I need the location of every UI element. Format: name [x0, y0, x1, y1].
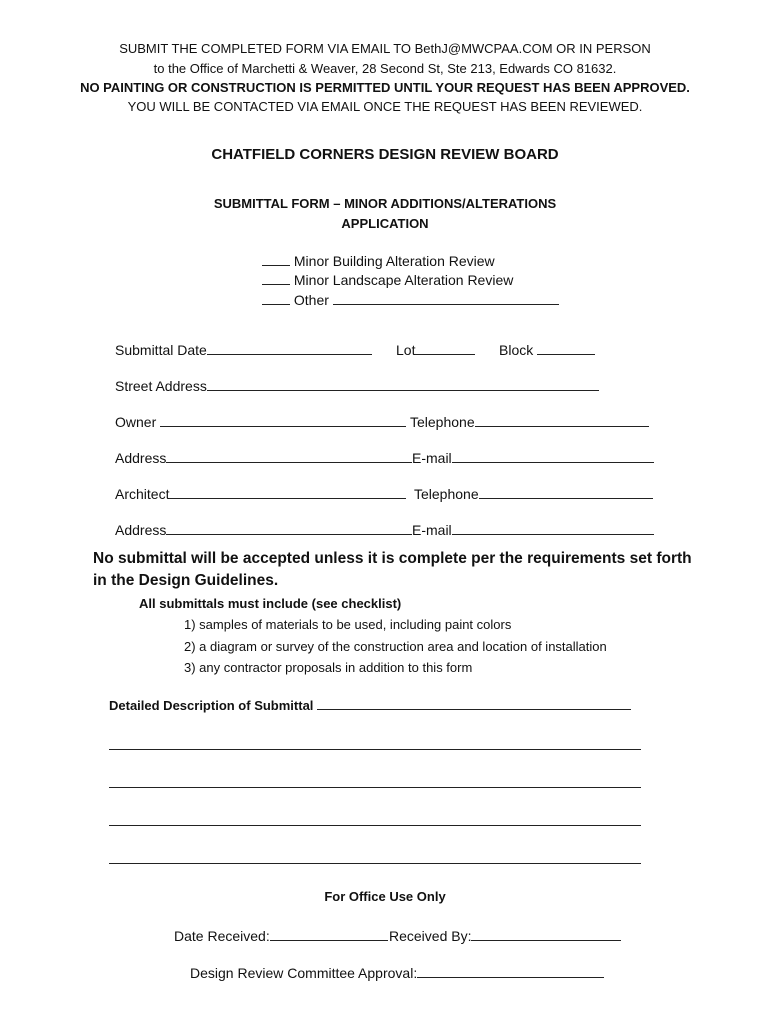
street-address-label: Street Address: [115, 378, 207, 394]
owner-telephone-input[interactable]: [475, 413, 649, 427]
submittal-date-input[interactable]: [207, 341, 372, 355]
header-line-4: YOU WILL BE CONTACTED VIA EMAIL ONCE THE REQUEST HAS BEEN REVIEWED.: [127, 99, 643, 114]
checklist-item: 1) samples of materials to be used, including paint colors: [184, 617, 512, 632]
option-label: Other: [293, 292, 329, 308]
description-label: Detailed Description of Submittal: [109, 698, 314, 713]
owner-address-field[interactable]: [115, 449, 412, 466]
architect-telephone-label: Telephone: [414, 486, 479, 502]
description-line[interactable]: [109, 863, 641, 864]
date-received-input[interactable]: [270, 927, 388, 941]
option-label: Minor Building Alteration Review: [293, 253, 495, 269]
approval-field[interactable]: [190, 964, 604, 981]
architect-telephone-input[interactable]: [479, 485, 653, 499]
owner-email-field[interactable]: [412, 449, 654, 466]
received-by-label: Received By:: [389, 928, 472, 944]
notice-line-1: No submittal will be accepted unless it is complete per the requirements set forth: [93, 550, 692, 567]
option-blank[interactable]: [262, 292, 290, 305]
received-by-field[interactable]: [389, 927, 621, 944]
owner-field[interactable]: [115, 413, 406, 430]
option-landscape-review[interactable]: [262, 272, 513, 288]
page-title: CHATFIELD CORNERS DESIGN REVIEW BOARD: [211, 146, 559, 163]
architect-address-field[interactable]: [115, 521, 412, 538]
description-line[interactable]: [109, 749, 641, 750]
checklist-heading: All submittals must include (see checklist): [139, 596, 402, 611]
block-field[interactable]: [499, 341, 595, 358]
owner-email-input[interactable]: [452, 449, 654, 463]
owner-input[interactable]: [160, 413, 406, 427]
description-line[interactable]: [109, 825, 641, 826]
received-by-input[interactable]: [471, 927, 621, 941]
option-blank[interactable]: [262, 272, 290, 285]
owner-address-label: Address: [115, 450, 167, 466]
architect-field[interactable]: [115, 485, 406, 502]
submittal-date-label: Submittal Date: [115, 342, 207, 358]
architect-label: Architect: [115, 486, 170, 502]
office-use-heading: For Office Use Only: [324, 889, 446, 904]
date-received-label: Date Received:: [174, 928, 270, 944]
lot-field[interactable]: [396, 341, 475, 358]
owner-email-label: E-mail: [412, 450, 452, 466]
description-line[interactable]: [109, 787, 641, 788]
approval-input[interactable]: [417, 964, 604, 978]
street-address-input[interactable]: [207, 377, 599, 391]
architect-input[interactable]: [169, 485, 406, 499]
other-input[interactable]: [333, 292, 559, 305]
form-subtitle: SUBMITTAL FORM – MINOR ADDITIONS/ALTERATIONS: [213, 196, 557, 211]
approval-label: Design Review Committee Approval:: [190, 965, 418, 981]
lot-label: Lot: [396, 342, 416, 358]
notice-line-2: in the Design Guidelines.: [93, 572, 279, 589]
owner-label: Owner: [115, 414, 157, 430]
owner-address-input[interactable]: [166, 449, 412, 463]
checklist-item: 2) a diagram or survey of the construction area and location of installation: [184, 639, 607, 654]
architect-email-label: E-mail: [412, 522, 452, 538]
architect-telephone-field[interactable]: [414, 485, 653, 502]
option-other[interactable]: [262, 292, 559, 308]
header-line-1: SUBMIT THE COMPLETED FORM VIA EMAIL TO BethJ@MWCPAA.COM OR IN PERSON: [119, 41, 651, 56]
date-received-field[interactable]: [174, 927, 388, 944]
owner-telephone-field[interactable]: [410, 413, 649, 430]
architect-email-field[interactable]: [412, 521, 654, 538]
submittal-date-field[interactable]: [115, 341, 372, 358]
block-input[interactable]: [537, 341, 595, 355]
header-line-2: to the Office of Marchetti & Weaver, 28 Second St, Ste 213, Edwards CO 81632.: [153, 61, 617, 76]
header-warning: NO PAINTING OR CONSTRUCTION IS PERMITTED UNTIL YOUR REQUEST HAS BEEN APPROVED.: [80, 80, 690, 95]
option-label: Minor Landscape Alteration Review: [293, 272, 514, 288]
option-building-review[interactable]: [262, 253, 495, 269]
architect-address-label: Address: [115, 522, 167, 538]
description-input[interactable]: [317, 697, 631, 710]
architect-email-input[interactable]: [452, 521, 654, 535]
description-field[interactable]: [109, 697, 631, 713]
checklist-item: 3) any contractor proposals in addition to this form: [184, 660, 473, 675]
block-label: Block: [499, 342, 534, 358]
form-subtitle-2: APPLICATION: [341, 216, 429, 231]
option-blank[interactable]: [262, 253, 290, 266]
architect-address-input[interactable]: [166, 521, 412, 535]
lot-input[interactable]: [415, 341, 475, 355]
owner-telephone-label: Telephone: [410, 414, 475, 430]
street-address-field[interactable]: [115, 377, 599, 394]
